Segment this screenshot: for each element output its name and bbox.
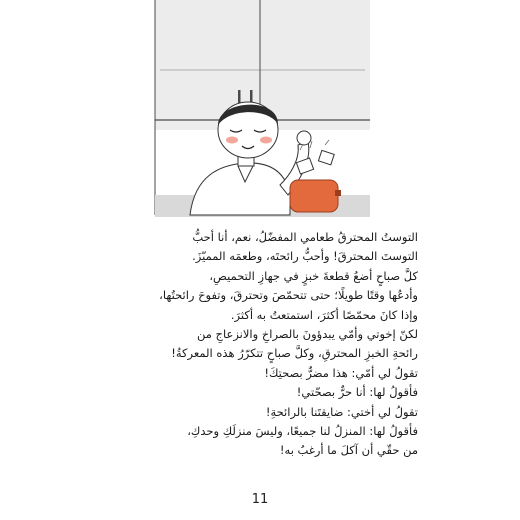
text-line: وأدعُها وقتًا طويلًا؛ حتى تتحمّصَ وتحترقَ، وتفوحَ رائحتُها،: [159, 288, 418, 303]
text-line: تقولُ لي أمّي: هذا مضرٌّ بصحتِكَ!: [264, 365, 418, 380]
paragraph: [118, 228, 418, 267]
paragraph: [118, 364, 418, 383]
text-line: فأقولُ لها: أنا حرٌّ بصحّتي!: [296, 385, 418, 400]
paragraph: [118, 383, 418, 402]
text-line: التوستَ المحترقَ! وأحبُّ رائحتَه، وطعمَه المميّزَ.: [192, 249, 418, 264]
text-line: من حقّي أن آكلَ ما أرغبُ به!: [279, 443, 418, 458]
text-line: فأقولُ لها: المنزلُ لنا جميعًا، وليسَ منزلَكِ وحدكِ،: [187, 424, 418, 439]
text-line: تقولُ لي أختي: ضايقتَنا بالرائحةِ!: [265, 404, 418, 419]
paragraph: [118, 267, 418, 325]
story-text: [118, 228, 418, 461]
paragraph: [118, 403, 418, 422]
toaster: [290, 180, 341, 212]
page-number: 11: [251, 492, 269, 507]
paragraph: [118, 422, 418, 461]
text-line: وإذا كانَ محمّصًا أكثرَ، استمتعتُ به أكثرَ.: [230, 307, 418, 322]
toast-boy-illustration: [150, 0, 380, 225]
text-line: كلَّ صباحٍ أضعُ قطعةَ خبزٍ في جهازِ التحميصِ،: [209, 268, 418, 283]
text-line: لكنّ إخوتي وأمّي يبدؤونَ بالصراخِ والانزعاجِ من: [196, 327, 418, 342]
text-line: رائحةِ الخبزِ المحترقِ، وكلَّ صباحٍ تتكرّرُ هذه المعركةُ!: [171, 346, 418, 361]
text-line: التوستُ المحترقُ طعامي المفضّلُ، نعم، أنا أحبُّ: [192, 230, 418, 244]
paragraph: [118, 325, 418, 364]
